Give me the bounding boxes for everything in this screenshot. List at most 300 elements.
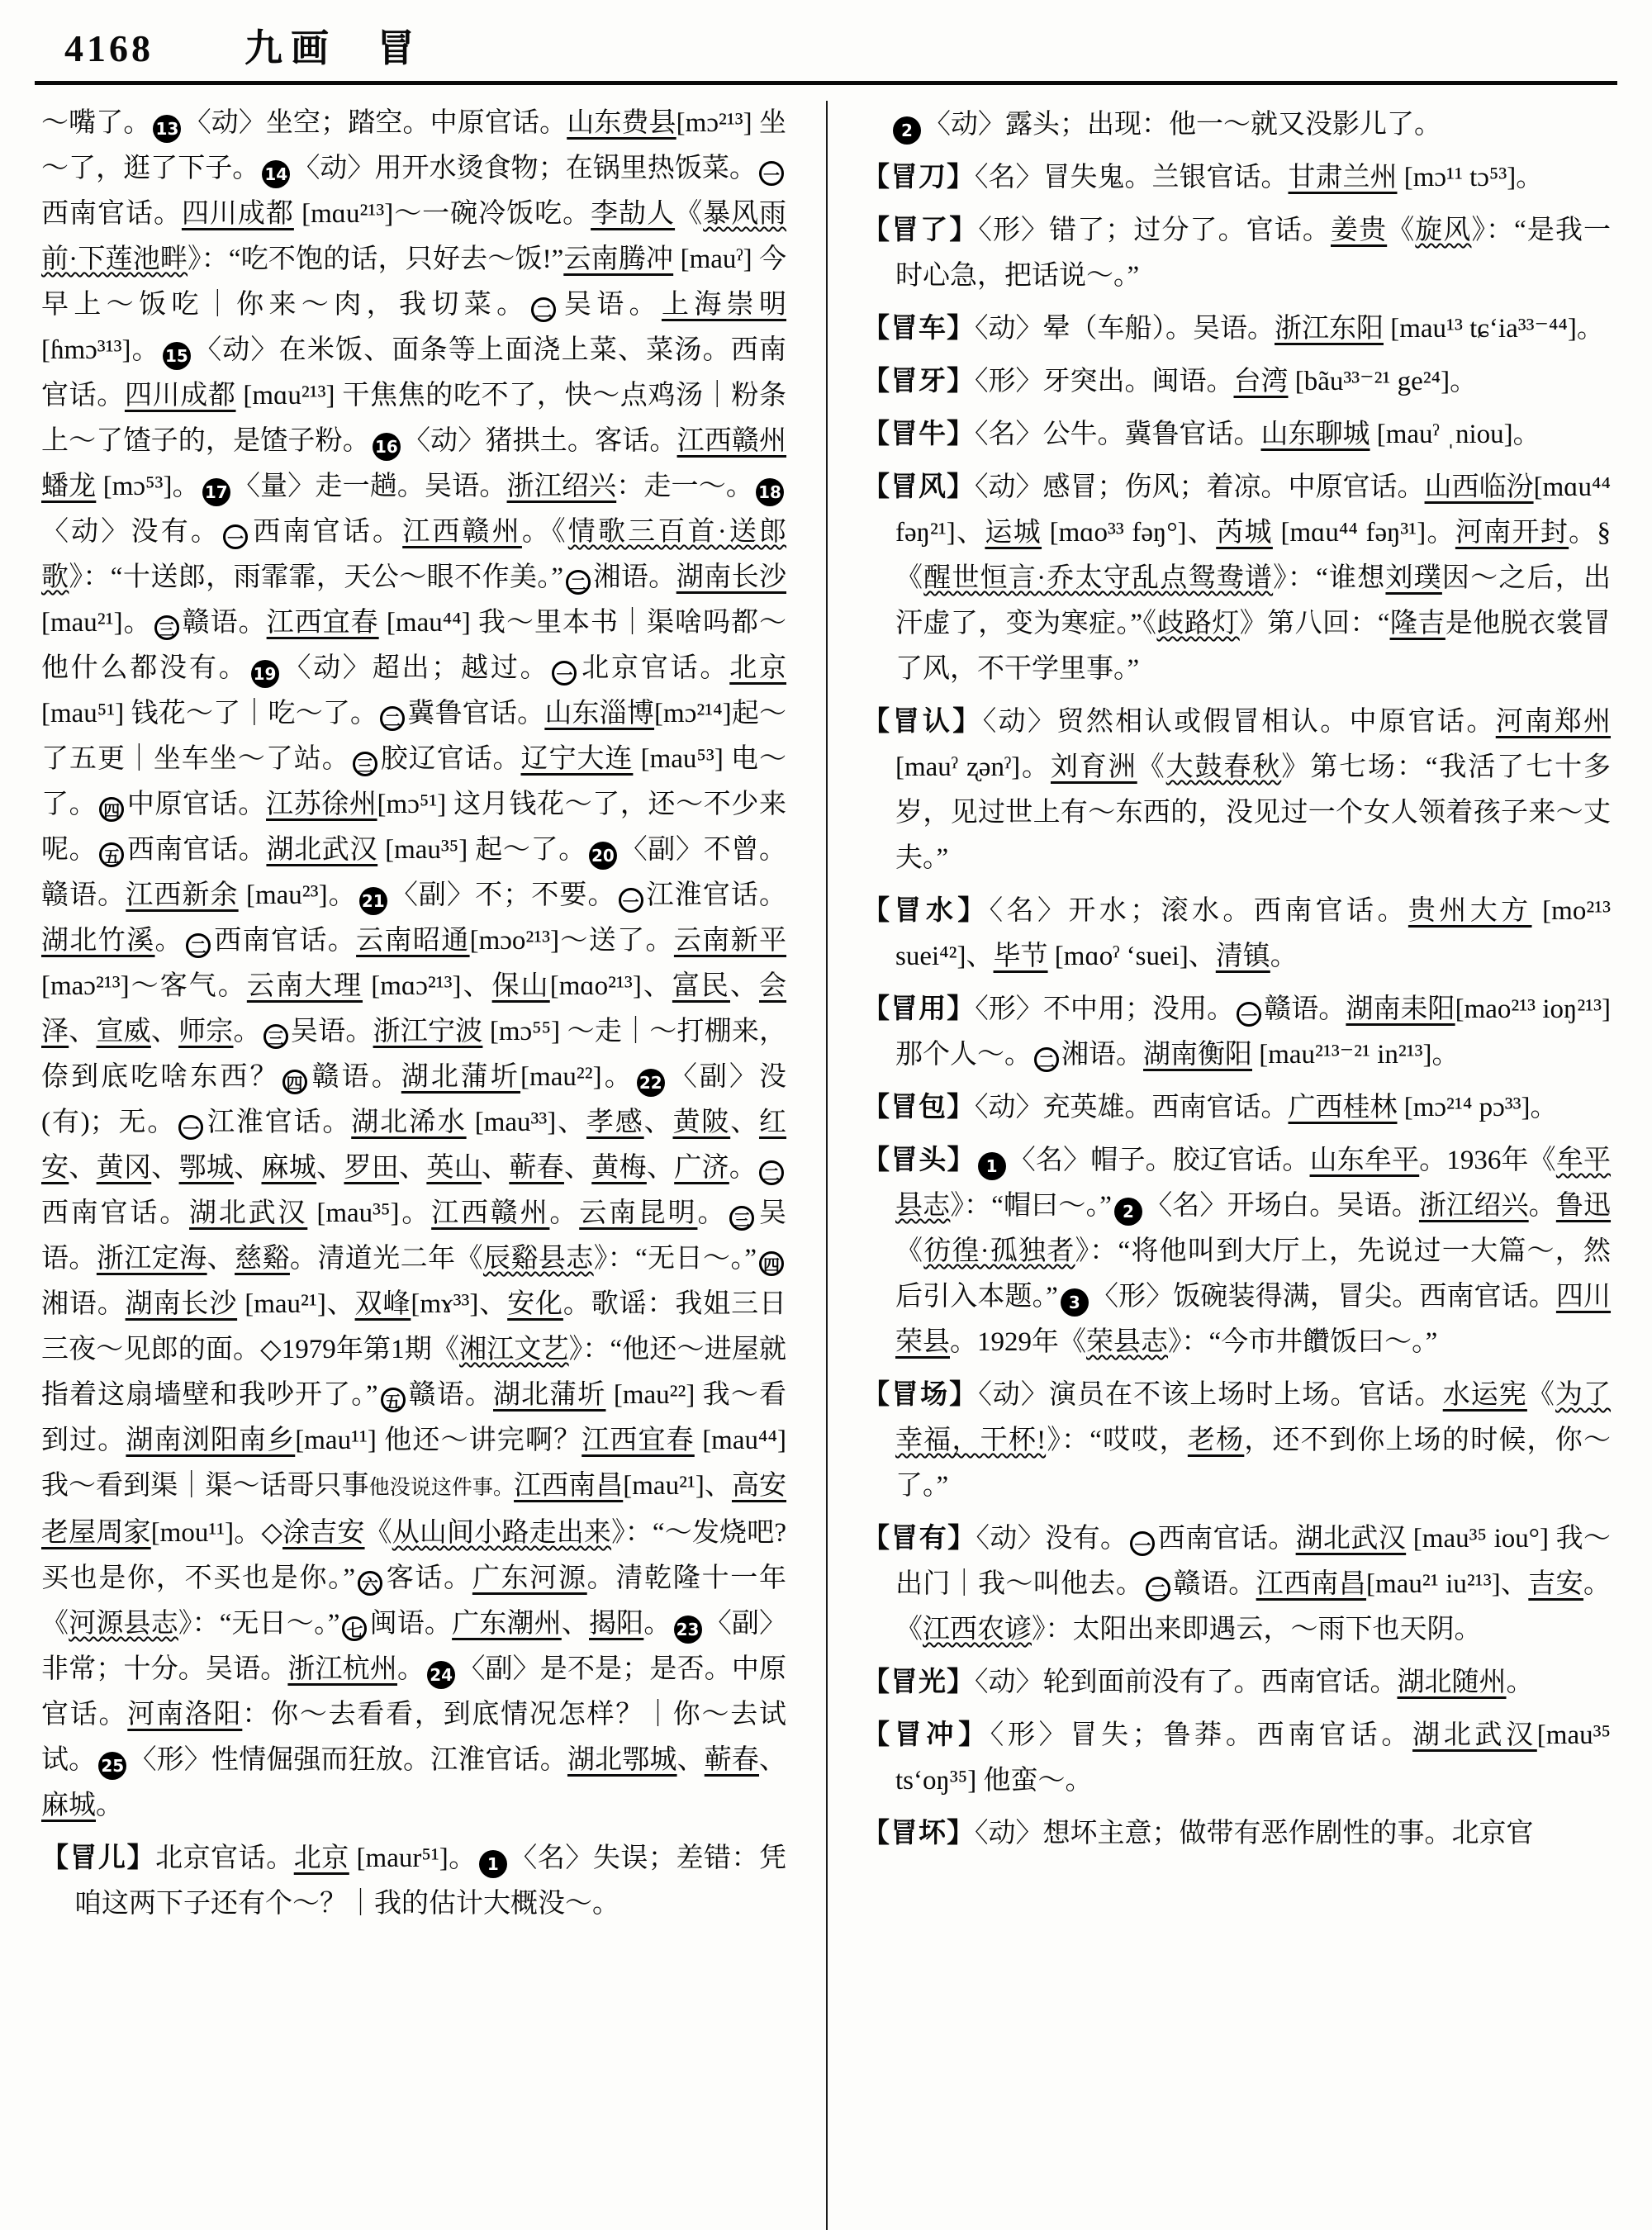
text-run: 《 xyxy=(1387,216,1416,245)
place-name: 湖北随州 xyxy=(1397,1668,1507,1697)
text-run: 因～之后，出汗虚了，变为寒症。”《 xyxy=(895,563,1612,638)
text-run: 《 xyxy=(895,1236,924,1266)
place-name: 涂吉安 xyxy=(282,1518,365,1548)
text-run: 〈名〉开水；滚水。西南官话。 xyxy=(989,896,1408,926)
circled-number-badge: 21 xyxy=(359,887,387,915)
text-run: 〈量〉走一趟。吴语。 xyxy=(232,472,507,501)
place-name: 湖北武汉 xyxy=(266,835,378,865)
place-name: 广东河源 xyxy=(472,1563,587,1593)
text-run: 》：“吃不饱的话，只好去～饭!” xyxy=(188,244,564,274)
entry-headword: 【冒用】 xyxy=(862,994,976,1024)
place-name: 运城 xyxy=(985,518,1042,548)
text-run: 〈副〉不曾。赣语。 xyxy=(41,835,787,910)
place-name: 江西宜春 xyxy=(266,608,379,638)
book-title: 彷徨·孤独者 xyxy=(923,1236,1075,1266)
place-name: 山东淄博 xyxy=(544,699,655,728)
place-name: 清镇 xyxy=(1215,942,1270,971)
text-run: [mɔ²¹⁴]起～了五更｜坐车坐～了站。 xyxy=(41,699,786,774)
text-columns xyxy=(41,101,1611,2230)
text-run: [mɔo²¹³]～送了。 xyxy=(469,926,674,956)
text-run: [mɤ³³]、 xyxy=(411,1289,508,1319)
dict-paragraph xyxy=(862,102,1611,148)
place-name: 江西新余 xyxy=(126,880,239,910)
text-run: 〈动〉晕（车船）。吴语。 xyxy=(975,314,1275,344)
entry-headword: 【冒光】 xyxy=(862,1668,975,1697)
text-run: 客话。 xyxy=(385,1563,472,1593)
circled-number-badge: 14 xyxy=(262,160,290,188)
place-name: 蕲春 xyxy=(704,1745,760,1775)
dict-entry xyxy=(862,1085,1611,1131)
text-run: 、 xyxy=(206,1244,235,1274)
text-run: 》：“将他叫到大厅上，先说过一大篇～，然后引入本题。” xyxy=(895,1236,1611,1312)
circled-number-badge: 22 xyxy=(637,1069,665,1097)
text-run: 北京官话。 xyxy=(579,653,730,683)
dict-entry xyxy=(862,1516,1611,1653)
dict-entry xyxy=(862,155,1611,201)
dict-entry xyxy=(862,412,1611,458)
page-number: 4168 xyxy=(64,27,154,69)
dict-entry xyxy=(862,889,1611,980)
place-name: 鲁迅 xyxy=(1555,1191,1612,1221)
text-run: [mɑu²¹³]～一碗冷饭吃。 xyxy=(293,199,591,229)
entry-headword: 【冒车】 xyxy=(862,314,975,344)
text-run: ，还不到你上场的时候，你～了。” xyxy=(895,1426,1612,1501)
entry-headword: 【冒了】 xyxy=(862,216,979,245)
text-run: 、 xyxy=(234,1153,262,1183)
entry-headword: 【冒坏】 xyxy=(862,1819,975,1848)
text-run: 〈形〉冒失；鲁莽。西南官话。 xyxy=(990,1720,1413,1750)
text-run: 胶辽官话。 xyxy=(379,744,521,774)
text-run: 西南官话。 xyxy=(41,199,182,229)
text-run: 》第七场：“我活了七十多岁，见过世上有～东西的，没见过一个女人领着孩子来～丈夫。” xyxy=(895,752,1612,873)
place-name: 老杨 xyxy=(1187,1426,1245,1455)
text-run: 江淮官话。 xyxy=(206,1108,352,1137)
text-run: 。 xyxy=(1528,1191,1556,1221)
place-name: 湖北鄂城 xyxy=(567,1745,677,1775)
text-run: [mɔ²¹⁴ pɔ³³]。 xyxy=(1397,1093,1558,1122)
text-run: 〈动〉用开水烫食物；在锅里热饭菜。 xyxy=(292,154,757,183)
text-run: 》：“是我一时心急，把话说～。” xyxy=(895,216,1612,291)
circled-number-badge: 3 xyxy=(1061,1288,1089,1317)
circled-subsense-marker: 六 xyxy=(358,1571,382,1596)
text-run: 。 xyxy=(397,1654,425,1684)
text-run: 中原官话。 xyxy=(126,790,267,819)
place-name: 江西赣州蟠龙 xyxy=(41,426,787,501)
text-run: [mau²²]。 xyxy=(520,1062,634,1092)
text-run: 、 xyxy=(646,1153,675,1183)
text-run: 。清道光二年《 xyxy=(289,1244,483,1274)
text-run: [mɑoˀ ʻsuei]、 xyxy=(1047,942,1216,971)
circled-subsense-marker: 一 xyxy=(619,888,643,913)
circled-subsense-marker: 二 xyxy=(531,297,556,322)
text-run: 〈动〉猪拱土。客话。 xyxy=(402,426,677,456)
text-run: [mɔ⁵³]。 xyxy=(96,472,200,501)
text-run: [mɑɔ²¹³]、 xyxy=(363,971,492,1001)
text-run: 〈动〉露头；出现：他一～就又没影儿了。 xyxy=(923,110,1441,140)
place-name: 广东潮州 xyxy=(452,1609,562,1639)
text-run: [mao²¹³ ioŋ²¹³] 那个人～。 xyxy=(895,994,1612,1070)
text-run: 〈动〉贸然相认或假冒相认。中原官话。 xyxy=(982,707,1496,737)
text-run: [mɔ⁵⁵] ～走｜～打棚来，倷到底吃啥东西？ xyxy=(41,1017,787,1092)
circled-subsense-marker: 二 xyxy=(186,933,211,958)
text-run: [mau⁴⁴] 我～看到渠｜渠～话哥只事 xyxy=(41,1426,786,1501)
text-run: 》：“～发烧吧?买也是你，不买也是你。” xyxy=(41,1518,787,1593)
text-run: [mɑu²¹³] 干焦焦的吃不了，快～点鸡汤｜粉条上～了馇子的，是馇子粉。 xyxy=(41,381,787,456)
text-run: 、 xyxy=(759,1745,787,1775)
circled-number-badge: 13 xyxy=(153,115,181,143)
dict-entry xyxy=(862,1138,1611,1365)
circled-number-badge: 20 xyxy=(589,842,617,870)
dict-entry xyxy=(862,465,1611,692)
text-run: 》：“无日～。” xyxy=(593,1244,757,1274)
text-run: 吴语。 xyxy=(290,1017,373,1046)
place-name: 北京 xyxy=(729,653,787,683)
place-name: 上海崇明 xyxy=(661,290,787,320)
text-run: [mau²¹³⁻²¹ in²¹³]。 xyxy=(1252,1040,1460,1070)
place-name: 隆吉 xyxy=(1389,609,1446,638)
text-run: 〈动〉超出；越过。 xyxy=(281,653,550,683)
text-run: [mau²¹ iu²¹³]、 xyxy=(1366,1569,1529,1599)
place-name: 湖南浏阳南乡 xyxy=(126,1426,296,1455)
book-title: 旋风 xyxy=(1415,216,1472,245)
dict-entry xyxy=(862,987,1611,1078)
text-run: [mau⁵¹] 钱花～了｜吃～了。 xyxy=(41,699,378,728)
text-run: 赣语。 xyxy=(1173,1569,1256,1599)
text-run: 〈动〉演员在不该上场时上场。官话。 xyxy=(978,1380,1443,1410)
circled-subsense-marker: 三 xyxy=(154,615,179,640)
circled-subsense-marker: 二 xyxy=(1146,1577,1170,1601)
book-title: 荣县志 xyxy=(1086,1327,1168,1357)
text-run: 西南官话。 xyxy=(41,1198,190,1228)
place-name: 湖南衡阳 xyxy=(1143,1040,1252,1070)
dict-entry xyxy=(862,306,1611,352)
text-run: 〈名〉公牛。冀鲁官话。 xyxy=(975,420,1261,449)
text-run: [mo²¹³ suei⁴²]、 xyxy=(895,896,1612,971)
left-column xyxy=(41,101,826,2230)
place-name: 江西宜春 xyxy=(582,1426,695,1455)
place-name: 浙江绍兴 xyxy=(1418,1191,1529,1221)
text-run: 吴语。 xyxy=(41,1198,787,1274)
circled-subsense-marker: 三 xyxy=(353,752,377,776)
book-title: 大鼓春秋 xyxy=(1165,752,1282,782)
text-run: 》：“今市井饡饭曰～。” xyxy=(1168,1327,1438,1357)
text-run: 闽语。 xyxy=(369,1609,453,1639)
place-name: 姜贵 xyxy=(1331,216,1388,245)
place-name: 湖北竹溪 xyxy=(41,926,155,956)
text-run: 、 xyxy=(561,1609,589,1639)
text-run: [maur⁵¹]。 xyxy=(349,1843,477,1873)
place-name: 英山 xyxy=(426,1153,482,1183)
place-name: 罗田 xyxy=(344,1153,400,1183)
book-title: 暴风雨前·下莲池畔 xyxy=(41,199,787,274)
place-name: 湖北武汉 xyxy=(1412,1720,1537,1750)
circled-number-badge: 25 xyxy=(98,1752,126,1780)
text-run: [mau³⁵]。 xyxy=(307,1198,432,1228)
text-run: 。 xyxy=(233,1017,261,1046)
circled-number-badge: 1 xyxy=(978,1152,1006,1180)
text-run: 〈动〉坐空；踏空。中原官话。 xyxy=(183,108,567,138)
dict-entry xyxy=(862,1373,1611,1509)
circled-number-badge: 15 xyxy=(163,342,191,370)
text-run: 》：“十送郎，雨霏霏，天公～眼不作美。” xyxy=(69,562,563,592)
text-run: 。 xyxy=(96,1791,123,1820)
text-run: 、 xyxy=(729,971,760,1001)
text-run: 〈形〉饭碗装得满，冒尖。西南官话。 xyxy=(1090,1282,1556,1312)
place-name: 湖北武汉 xyxy=(1295,1524,1407,1554)
circled-subsense-marker: 二 xyxy=(759,1160,784,1185)
circled-subsense-marker: 一 xyxy=(223,524,248,549)
text-run: 北京官话。 xyxy=(155,1843,294,1873)
place-name: 浙江杭州 xyxy=(287,1654,398,1684)
circled-subsense-marker: 一 xyxy=(759,161,784,186)
place-name: 安化 xyxy=(507,1289,563,1319)
book-title: 河源县志 xyxy=(69,1609,178,1639)
place-name: 湖北浠水 xyxy=(351,1108,467,1137)
circled-subsense-marker: 一 xyxy=(1130,1531,1155,1556)
circled-number-badge: 23 xyxy=(674,1616,702,1644)
text-run: 〈动〉在米饭、面条等上面浇上菜、菜汤。西南官话。 xyxy=(41,335,786,410)
text-run: [mau³³]、 xyxy=(466,1108,586,1137)
circled-subsense-marker: 二 xyxy=(566,570,591,595)
entry-headword: 【冒冲】 xyxy=(862,1720,990,1750)
dict-paragraph xyxy=(41,101,786,1829)
place-name: 浙江宁波 xyxy=(373,1017,483,1046)
text-run: 《 xyxy=(1137,752,1166,782)
place-name: 四川成都 xyxy=(181,199,294,229)
place-name: 黄陂 xyxy=(672,1108,731,1137)
place-name: 浙江绍兴 xyxy=(506,472,617,501)
place-name: 四川荣县 xyxy=(895,1282,1612,1357)
place-name: 毕节 xyxy=(993,942,1048,971)
text-run: 《 xyxy=(675,199,704,229)
place-name: 麻城 xyxy=(261,1153,317,1183)
place-name: 甘肃兰州 xyxy=(1288,163,1398,192)
text-run: 湘语。 xyxy=(1061,1040,1143,1070)
place-name: 云南大理 xyxy=(246,971,363,1001)
text-run: [mɔ¹¹ tɔ⁵³]。 xyxy=(1397,163,1544,192)
place-name: 浙江定海 xyxy=(96,1244,207,1274)
circled-subsense-marker: 五 xyxy=(381,1388,406,1412)
text-run: [mau²¹]、 xyxy=(237,1289,355,1319)
text-run: [mau²¹]、 xyxy=(623,1471,732,1501)
text-run: 《 xyxy=(1526,1380,1555,1410)
entry-headword: 【冒头】 xyxy=(862,1146,976,1175)
place-name: 山东聊城 xyxy=(1260,420,1370,449)
text-run: 、 xyxy=(151,1153,179,1183)
circled-number-badge: 2 xyxy=(893,116,921,145)
place-name: 云南昭通 xyxy=(356,926,470,956)
text-run: 、 xyxy=(316,1153,344,1183)
text-run: [mɔ²¹³] 坐～了，逛了下子。 xyxy=(41,108,787,183)
text-run: [mau³⁵] 起～了。 xyxy=(377,835,586,865)
book-title: 辰谿县志 xyxy=(482,1244,594,1274)
text-run: [mou¹¹]。◇ xyxy=(150,1518,283,1548)
text-run: 〈形〉错了；过分了。官话。 xyxy=(978,216,1331,245)
gloss-text: 他没说这件事。 xyxy=(368,1477,515,1499)
circled-number-badge: 19 xyxy=(251,660,279,688)
place-name: 孝感 xyxy=(586,1108,644,1137)
circled-number-badge: 2 xyxy=(1114,1198,1142,1226)
text-run: ～嘴了。 xyxy=(41,108,151,138)
place-name: 江西赣州 xyxy=(431,1198,550,1228)
place-name: 会泽 xyxy=(41,971,787,1046)
place-name: 水运宪 xyxy=(1442,1380,1527,1410)
text-run: 〈名〉帽子。胶辽官话。 xyxy=(1008,1146,1310,1175)
place-name: 慈谿 xyxy=(235,1244,290,1274)
place-name: 江西南昌 xyxy=(1256,1569,1367,1599)
text-run: 、 xyxy=(69,1153,97,1183)
entry-headword: 【冒刀】 xyxy=(862,163,975,192)
text-run: 、 xyxy=(399,1153,427,1183)
text-run: 》：“帽曰～。” xyxy=(950,1191,1112,1221)
text-run: ：你～去看看，到底情况怎样？｜你～去试试。 xyxy=(41,1700,787,1775)
place-name: 湖南长沙 xyxy=(125,1289,238,1319)
place-name: 山东牟平 xyxy=(1309,1146,1420,1175)
text-run: 、 xyxy=(563,1153,592,1183)
text-run: 〈名〉开场白。吴语。 xyxy=(1144,1191,1419,1221)
text-run: [mau⁵³] 电～了。 xyxy=(41,744,787,819)
place-name: 河南郑州 xyxy=(1495,707,1612,737)
text-run: 》第八回：“ xyxy=(1239,609,1390,638)
entry-headword: 【冒包】 xyxy=(862,1093,975,1122)
text-run: 赣语。 xyxy=(1264,994,1346,1024)
page-header xyxy=(64,18,415,73)
place-name: 台湾 xyxy=(1233,367,1289,396)
entry-headword: 【冒风】 xyxy=(862,472,976,502)
book-title: 歧路灯 xyxy=(1156,609,1240,638)
text-run: 〈名〉失误；差错：凭咱这两下子还有个～？｜我的估计大概没～。 xyxy=(74,1843,787,1919)
place-name: 北京 xyxy=(293,1843,349,1873)
text-run: [mau²³]。 xyxy=(238,880,357,910)
place-name: 山东费县 xyxy=(567,108,676,138)
text-run: 是他脱衣裳冒了风，不干学里事。” xyxy=(895,609,1612,684)
dict-entry xyxy=(862,359,1611,405)
book-title: 醒世恒言·乔太守乱点鸳鸯谱 xyxy=(923,563,1274,593)
header-rule xyxy=(35,81,1617,85)
book-title: 牟平县志 xyxy=(895,1146,1612,1221)
place-name: 湖北武汉 xyxy=(189,1198,308,1228)
circled-subsense-marker: 一 xyxy=(178,1115,203,1140)
book-title: 江西农谚 xyxy=(923,1615,1032,1644)
place-name: 红安 xyxy=(41,1108,787,1183)
text-run: 〈动〉没有。 xyxy=(976,1524,1128,1554)
circled-subsense-marker: 三 xyxy=(729,1206,754,1231)
entry-headword: 【冒水】 xyxy=(862,896,990,926)
place-name: 云南腾冲 xyxy=(563,244,674,274)
circled-subsense-marker: 七 xyxy=(342,1616,367,1641)
text-run: 。 xyxy=(549,1198,580,1228)
place-name: 吉安 xyxy=(1528,1569,1584,1599)
text-run: 》：“无日～。” xyxy=(178,1609,340,1639)
text-run: 赣语。 xyxy=(181,608,267,638)
place-name: 芮城 xyxy=(1216,518,1273,548)
text-run: 。 xyxy=(1506,1668,1534,1697)
entry-headword: 【冒认】 xyxy=(862,707,983,737)
text-run: ：走一～。 xyxy=(616,472,754,501)
text-run: [mau²²] 我～看到过。 xyxy=(41,1380,787,1455)
text-run: 。 xyxy=(154,926,183,956)
circled-subsense-marker: 三 xyxy=(263,1024,288,1049)
text-run: 〈副〉非常；十分。吴语。 xyxy=(41,1609,787,1684)
text-run: [ɦmɔ³¹³]。 xyxy=(41,335,160,365)
text-run: 〈动〉感冒；伤风；着凉。中原官话。 xyxy=(975,472,1425,502)
place-name: 辽宁大连 xyxy=(520,744,634,774)
place-name: 湖南长沙 xyxy=(676,562,787,592)
text-run: [mɑo²¹³]、 xyxy=(549,971,672,1001)
place-name: 师宗 xyxy=(178,1017,234,1046)
text-run: 〈副〉没(有)；无。 xyxy=(41,1062,787,1137)
text-run: 〈形〉不中用；没用。 xyxy=(975,994,1235,1024)
text-run: 。 xyxy=(643,1609,672,1639)
text-run: 西南官话。 xyxy=(126,835,267,865)
place-name: 双峰 xyxy=(354,1289,411,1319)
place-name: 蕲春 xyxy=(509,1153,564,1183)
place-name: 揭阳 xyxy=(589,1609,644,1639)
text-run: 、 xyxy=(482,1153,510,1183)
book-title: 为了幸福，干杯! xyxy=(895,1380,1612,1455)
text-run: 》：太阳出来即遇云，～雨下也天阴。 xyxy=(1032,1615,1482,1644)
text-run: 。清乾隆十一年《 xyxy=(41,1563,787,1639)
text-run: 江淮官话。 xyxy=(645,880,787,910)
text-run: 湘语。 xyxy=(41,1289,126,1319)
entry-headword: 【冒场】 xyxy=(862,1380,979,1410)
text-run: [mau¹³ tɕʻia³³⁻⁴⁴]。 xyxy=(1384,314,1604,344)
entry-headword: 【冒牛】 xyxy=(862,420,975,449)
text-run: 》：“他还～进屋就指着这扇墙壁和我吵开了。” xyxy=(41,1335,786,1410)
text-run: 、 xyxy=(69,1017,97,1046)
place-name: 保山 xyxy=(491,971,550,1001)
circled-number-badge: 16 xyxy=(373,433,401,461)
place-name: 湖北蒲圻 xyxy=(401,1062,521,1092)
text-run: [bãu³³⁻²¹ ge²⁴]。 xyxy=(1288,367,1478,396)
text-run: [mau³⁵ tsʻoŋ³⁵] 他蛮～。 xyxy=(895,1720,1611,1796)
dict-entry xyxy=(862,1713,1611,1804)
place-name: 麻城 xyxy=(41,1791,96,1820)
text-run: [mau²¹]。 xyxy=(41,608,152,638)
text-run: 》：“哎哎， xyxy=(1046,1426,1188,1455)
text-run: 、 xyxy=(676,1745,705,1775)
place-name: 云南昆明 xyxy=(579,1198,698,1228)
text-run: [mɑu⁴⁴ fəŋ³¹]。 xyxy=(1272,518,1455,548)
text-run: [mauˀ ˌniou]。 xyxy=(1370,420,1540,449)
place-name: 江西南昌 xyxy=(514,1471,624,1501)
text-run: 。《 xyxy=(521,517,568,547)
circled-number-badge: 17 xyxy=(202,478,230,506)
stroke-section-label: 九画 xyxy=(244,27,337,69)
text-run: 吴语。 xyxy=(558,290,662,320)
place-name: 黄梅 xyxy=(591,1153,647,1183)
running-headword: 冒 xyxy=(377,27,415,69)
text-run: 、 xyxy=(150,1017,179,1046)
text-run: 。1929年《 xyxy=(950,1327,1086,1357)
circled-subsense-marker: 一 xyxy=(552,661,577,686)
circled-number-badge: 24 xyxy=(427,1661,455,1689)
text-run: 冀鲁官话。 xyxy=(407,699,545,728)
dict-entry xyxy=(862,700,1611,881)
text-run: 〈形〉牙突出。闽语。 xyxy=(975,367,1234,396)
text-run: 《 xyxy=(364,1518,392,1548)
text-run: [mɔ⁵¹] 这月钱花～了，还～不少来呢。 xyxy=(41,790,787,865)
text-run: 〈动〉轮到面前没有了。西南官话。 xyxy=(975,1668,1398,1697)
text-run: 〈形〉性情倔强而狂放。江淮官话。 xyxy=(129,1745,567,1775)
place-name: 江西赣州 xyxy=(402,517,522,547)
text-run: 。 xyxy=(697,1198,728,1228)
text-run: 。 xyxy=(1270,942,1298,971)
text-run: 〈副〉不；不要。 xyxy=(389,880,616,910)
text-run: 。 xyxy=(729,1153,757,1183)
place-name: 刘璞 xyxy=(1385,563,1442,593)
circled-subsense-marker: 四 xyxy=(759,1251,784,1276)
